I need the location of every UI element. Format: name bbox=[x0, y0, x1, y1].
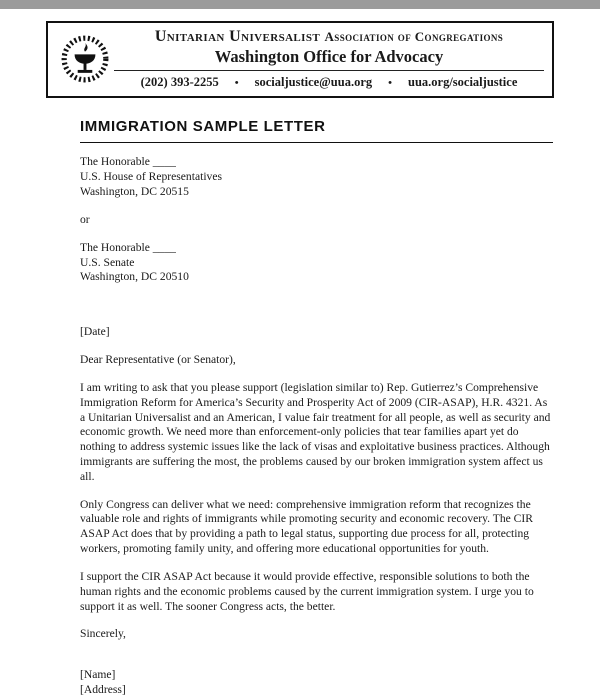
recipient-line: U.S. Senate bbox=[80, 255, 135, 269]
paragraph-1: I am writing to ask that you please support (legislation similar to) Rep. Gutierrez’s Comprehensive Immigration Reform for America’s Security and Prosperity Act of 2009 (CIR-ASAP), H.R. 4321. As a Unitarian Universalist and an American, I value fair treatment for all people, as well as security and economic growth. We need more than enforcement-only policies that tear families apart yet do nothing to address systemic issues like the lack of visas and exploitative business practices. Although immigrants are suffering the most, the problems caused by our broken immigration system affect us all. bbox=[80, 380, 551, 483]
contact-line bbox=[114, 70, 544, 90]
website-url: uua.org/socialjustice bbox=[408, 75, 518, 90]
recipient-line: The Honorable ____ bbox=[80, 155, 176, 169]
bullet-separator: • bbox=[388, 77, 392, 90]
name-placeholder: [Name] bbox=[80, 668, 116, 682]
letter-body bbox=[80, 155, 553, 698]
letterhead bbox=[46, 21, 554, 98]
signature-block bbox=[80, 668, 553, 698]
title-underline bbox=[80, 142, 553, 143]
letter-document bbox=[80, 118, 553, 698]
recipient-line: Washington, DC 20510 bbox=[80, 270, 189, 284]
closing: Sincerely, bbox=[80, 627, 126, 641]
letterhead-text bbox=[114, 28, 544, 90]
email-address: socialjustice@uua.org bbox=[254, 75, 373, 90]
recipient-block-senate bbox=[80, 241, 553, 285]
organization-name bbox=[114, 28, 544, 46]
organization-name-primary: Unitarian Universalist bbox=[154, 28, 321, 45]
organization-name-secondary: Association of Congregations bbox=[324, 29, 504, 44]
paragraph-3: I support the CIR ASAP Act because it would provide effective, responsible solutions to both the human rights and the economic problems caused by the current immigration system. I urge you to support it as well. The sooner Congress acts, the better. bbox=[80, 569, 534, 613]
salutation: Dear Representative (or Senator), bbox=[80, 353, 236, 367]
recipient-line: U.S. House of Representatives bbox=[80, 170, 222, 184]
address-placeholder: [Address] bbox=[80, 683, 126, 697]
page-top-border bbox=[0, 0, 600, 9]
or-text: or bbox=[80, 212, 90, 226]
recipient-line: Washington, DC 20515 bbox=[80, 185, 189, 199]
paragraph-2: Only Congress can deliver what we need: comprehensive immigration reform that recognizes the valuable role and rights of immigrants while promoting security and economic recovery. The CIR ASAP Act does that by providing a path to legal status, supporting due process for all, protecting workers, promoting family unity, and offering more educational opportunities for youth. bbox=[80, 497, 533, 556]
uu-chalice-logo-icon bbox=[56, 34, 114, 84]
page-title: IMMIGRATION SAMPLE LETTER bbox=[80, 118, 326, 136]
office-name: Washington Office for Advocacy bbox=[214, 46, 444, 66]
bullet-separator: • bbox=[234, 77, 239, 90]
recipient-line: The Honorable ____ bbox=[80, 240, 176, 254]
recipient-block-house bbox=[80, 155, 553, 199]
date-placeholder: [Date] bbox=[80, 325, 110, 339]
phone-number: (202) 393-2255 bbox=[140, 75, 219, 90]
